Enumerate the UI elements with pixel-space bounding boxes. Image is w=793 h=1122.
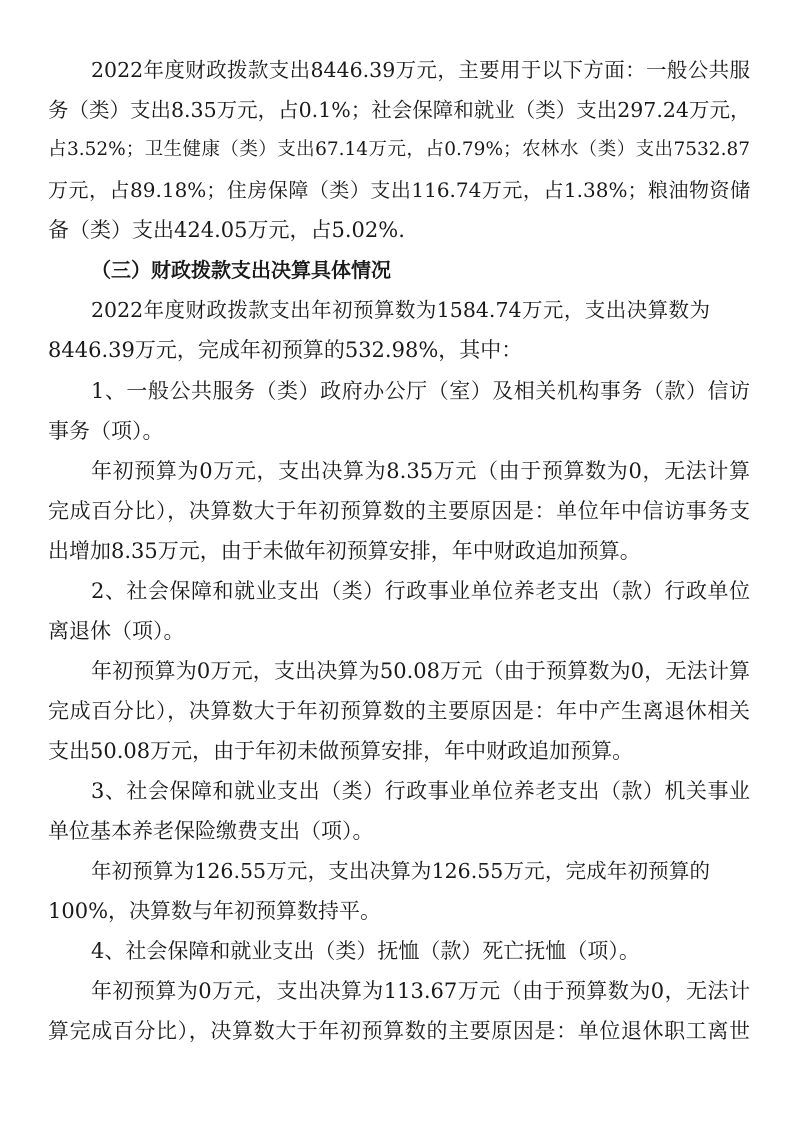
- paragraph-line: 事务（项）。: [48, 419, 164, 443]
- paragraph-line: 单位基本养老保险缴费支出（项）。: [48, 819, 374, 843]
- paragraph-line: 1、一般公共服务（类）政府办公厅（室）及相关机构事务（款）信访: [91, 379, 750, 403]
- paragraph-line: 年初预算为0万元，支出决算为8.35万元（由于预算数为0，无法计算: [91, 459, 750, 483]
- paragraph-line: 2、社会保障和就业支出（类）行政事业单位养老支出（款）行政单位: [91, 579, 750, 603]
- paragraph-line: 8446.39万元，完成年初预算的532.98%，其中：: [48, 338, 523, 362]
- paragraph-line: 支出50.08万元，由于年初未做预算安排，年中财政追加预算。: [48, 739, 634, 763]
- paragraph-line: 2022年度财政拨款支出8446.39万元，主要用于以下方面：一般公共服: [91, 58, 750, 82]
- paragraph-line: 年初预算为0万元，支出决算为113.67万元（由于预算数为0，无法计: [91, 979, 750, 1003]
- paragraph-line: 年初预算为126.55万元，支出决算为126.55万元，完成年初预算的: [91, 859, 710, 883]
- paragraph-line: 出增加8.35万元，由于未做年初预算安排，年中财政追加预算。: [48, 539, 641, 563]
- paragraph-line: 算完成百分比），决算数大于年初预算数的主要原因是：单位退休职工离世: [48, 1019, 750, 1043]
- paragraph-line: 4、社会保障和就业支出（类）抚恤（款）死亡抚恤（项）。: [91, 939, 640, 963]
- paragraph-line: 2022年度财政拨款支出年初预算数为1584.74万元，支出决算数为: [91, 298, 710, 322]
- paragraph-line: 万元，占89.18%；住房保障（类）支出116.74万元，占1.38%；粮油物资储: [48, 178, 750, 202]
- paragraph-line: 占3.52%；卫生健康（类）支出67.14万元，占0.79%；农林水（类）支出7532.87: [48, 139, 750, 160]
- paragraph-line: 离退休（项）。: [48, 619, 185, 643]
- paragraph-line: 务（类）支出8.35万元，占0.1%；社会保障和就业（类）支出297.24万元，: [48, 98, 750, 122]
- section-heading: （三）财政拨款支出决算具体情况: [91, 258, 391, 282]
- paragraph-line: 100%，决算数与年初预算数持平。: [48, 899, 382, 923]
- paragraph-line: 完成百分比），决算数大于年初预算数的主要原因是：年中产生离退休相关: [48, 699, 750, 723]
- paragraph-line: 3、社会保障和就业支出（类）行政事业单位养老支出（款）机关事业: [91, 779, 750, 803]
- paragraph-line: 备（类）支出424.05万元，占5.02%.: [48, 218, 405, 242]
- paragraph-line: 年初预算为0万元，支出决算为50.08万元（由于预算数为0，无法计算: [91, 659, 750, 683]
- paragraph-line: 完成百分比），决算数大于年初预算数的主要原因是：单位年中信访事务支: [48, 499, 750, 523]
